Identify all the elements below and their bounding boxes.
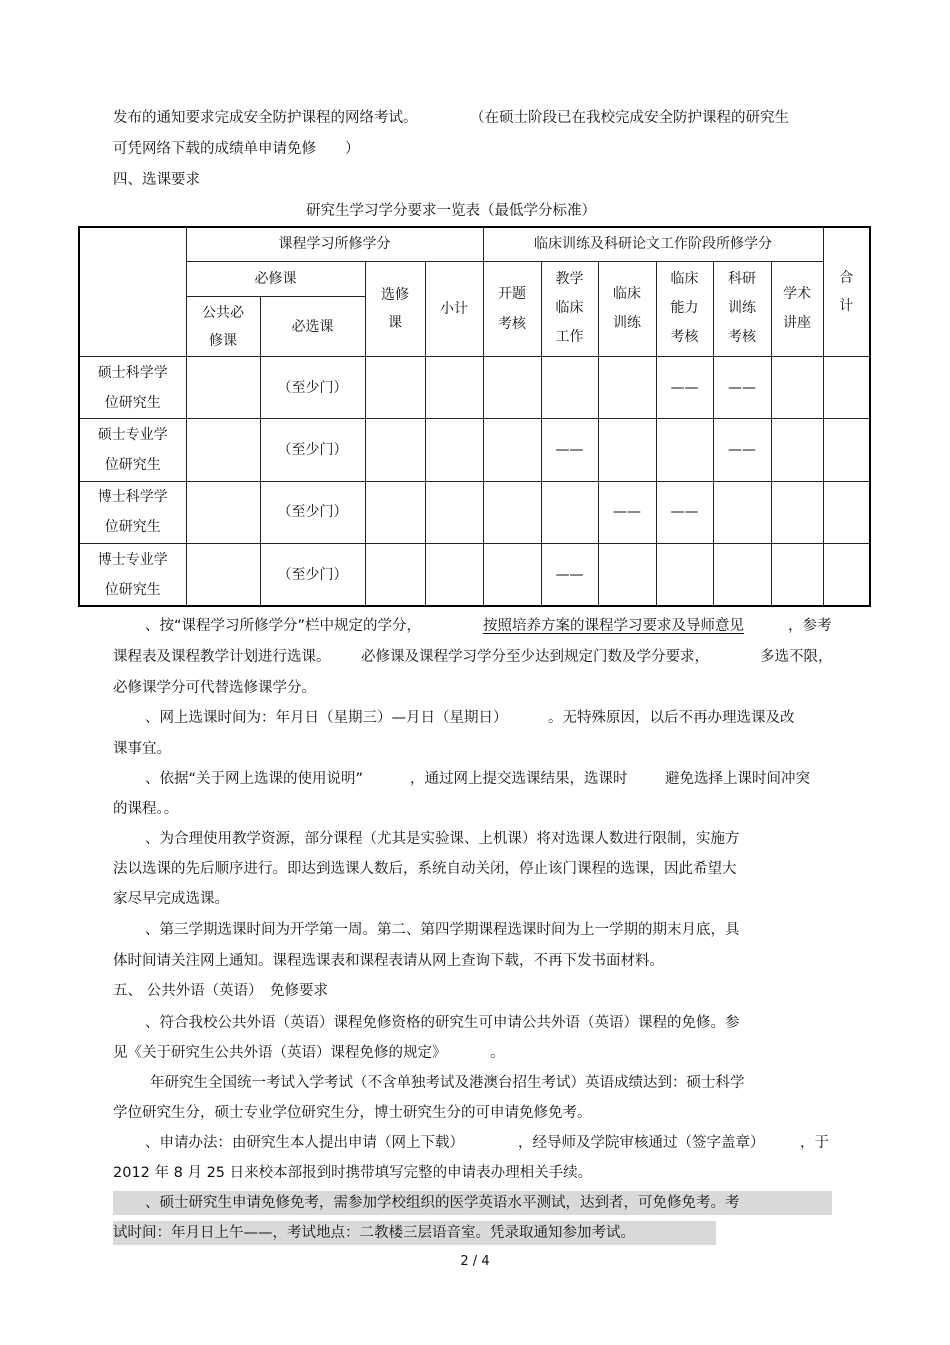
table-row [79, 357, 870, 419]
corner-cell [79, 227, 186, 357]
table-row [79, 481, 870, 543]
header-clinical-training: 临床训练 [598, 261, 656, 356]
rule3-line1c: 避免选择上课时间冲突 [665, 771, 810, 787]
rule4-line3: 家尽早完成选课。 [113, 891, 229, 907]
rule1-line1b: 按照培养方案的课程学习要求及导师意见 [483, 618, 744, 634]
header-public-required: 公共必修课 [186, 296, 260, 356]
rule2-line2: 课事宜。 [113, 741, 171, 757]
section4-heading: 四、选课要求 [113, 172, 200, 188]
cell-teaching: —— [541, 419, 598, 481]
row-selreq: （至少门） [260, 419, 365, 481]
cell-lecture [771, 419, 823, 481]
header-elective: 选修课 [365, 261, 425, 356]
header-clinical-ability: 临床能力考核 [656, 261, 713, 356]
cell-research: —— [713, 419, 771, 481]
cell-teaching: —— [541, 544, 598, 606]
header-clinical-credits: 临床训练及科研论文工作阶段所修学分 [483, 227, 823, 261]
header-required: 必修课 [186, 261, 365, 296]
credit-table [78, 226, 871, 607]
section5-heading-b: 免修要求 [270, 983, 328, 999]
rule5-line2: 体时间请关注网上通知。课程选课表和课程表请从网上查询下载，不再下发书面材料。 [113, 953, 664, 969]
header-proposal: 开题考核 [483, 261, 541, 356]
rule1-line1c: ，参考 [788, 618, 832, 634]
cell-clinical-training [598, 419, 656, 481]
header-lecture: 学术讲座 [771, 261, 823, 356]
table-row [79, 419, 870, 481]
cell-research [713, 544, 771, 606]
intro-line-1a: 发布的通知要求完成安全防护课程的网络考试。 [113, 110, 418, 126]
s5-p3-line2: 2012 年 8 月 25 日来校本部报到时携带填写完整的申请表办理相关手续。 [113, 1165, 593, 1181]
rule1-line2a: 课程表及课程教学计划进行选课。 [113, 649, 331, 665]
s5-p4-line2: 试时间：年月日上午——，考试地点：二教楼三层语音室。凭录取通知参加考试。 [113, 1225, 635, 1241]
cell-teaching [541, 357, 598, 419]
cell-clinical-ability: —— [656, 357, 713, 419]
rule2-line1a: 、网上选课时间为：年月日（星期三）—月日（星期日） [145, 710, 508, 726]
cell-clinical-training [598, 357, 656, 419]
s5-p2-line2: 学位研究生分，硕士专业学位研究生分，博士研究生分的可申请免修免考。 [113, 1105, 592, 1121]
cell-clinical-ability [656, 544, 713, 606]
cell-clinical-training: —— [598, 481, 656, 543]
rule4-line2: 法以选课的先后顺序进行。即达到选课人数后，系统自动关闭，停止该门课程的选课，因此希望大 [113, 861, 737, 877]
rule3-line2: 的课程。。 [113, 801, 179, 817]
rule3-line1b: ，通过网上提交选课结果，选课时 [410, 771, 628, 787]
header-teaching: 教学临床工作 [541, 261, 598, 356]
header-course-credits: 课程学习所修学分 [186, 227, 483, 261]
header-research: 科研训练考核 [713, 261, 771, 356]
row-selreq: （至少门） [260, 357, 365, 419]
cell-teaching [541, 481, 598, 543]
table-title: 研究生学习学分要求一览表（最低学分标准） [306, 203, 596, 219]
table-row [79, 544, 870, 606]
rule3-line1a: 、依据“关于网上选课的使用说明” [145, 771, 364, 787]
s5-p4-line1: 、硕士研究生申请免修免考，需参加学校组织的医学英语水平测试，达到者，可免修免考。考 [145, 1195, 740, 1211]
row-label: 硕士专业学位研究生 [79, 419, 186, 481]
row-selreq: （至少门） [260, 481, 365, 543]
cell-clinical-ability [656, 419, 713, 481]
header-subtotal: 小计 [425, 261, 483, 356]
s5-p3-line1c: ，于 [800, 1135, 829, 1151]
s5-p1-line2b: 。 [490, 1045, 505, 1061]
s5-p1-line2a: 见《关于研究生公共外语（英语）课程免修的规定》 [113, 1045, 447, 1061]
rule5-line1: 、第三学期选课时间为开学第一周。第二、第四学期课程选课时间为上一学期的期末月底，具 [145, 922, 740, 938]
s5-p1-line1: 、符合我校公共外语（英语）课程免修资格的研究生可申请公共外语（英语）课程的免修。参 [145, 1015, 740, 1031]
intro-line-2: 可凭网络下载的成绩单申请免修 ） [113, 141, 360, 157]
cell-lecture [771, 544, 823, 606]
row-label: 博士科学学位研究生 [79, 481, 186, 543]
cell-research: —— [713, 357, 771, 419]
section5-heading-a: 五、 公共外语（英语） [113, 983, 263, 999]
page-number: 2 / 4 [460, 1254, 490, 1269]
row-label: 博士专业学位研究生 [79, 544, 186, 606]
cell-research [713, 481, 771, 543]
rule1-line2c: 多选不限， [760, 649, 833, 665]
rule1-line3: 必修课学分可代替选修课学分。 [113, 680, 316, 696]
cell-lecture [771, 357, 823, 419]
row-selreq: （至少门） [260, 544, 365, 606]
cell-clinical-training [598, 544, 656, 606]
s5-p2-line1: 年研究生全国统一考试入学考试（不含单独考试及港澳台招生考试）英语成绩达到：硕士科学 [150, 1075, 745, 1091]
intro-line-1b: （在硕士阶段已在我校完成安全防护课程的研究生 [470, 110, 789, 126]
row-label: 硕士科学学位研究生 [79, 357, 186, 419]
rule1-line2b: 必修课及课程学习学分至少达到规定门数及学分要求， [361, 649, 709, 665]
cell-clinical-ability: —— [656, 481, 713, 543]
s5-p3-line1b: ，经导师及学院审核通过（签字盖章） [518, 1135, 765, 1151]
rule1-line1a: 、按“课程学习所修学分”栏中规定的学分， [145, 618, 422, 634]
header-total: 合计 [823, 227, 870, 357]
s5-p3-line1a: 、申请办法：由研究生本人提出申请（网上下载） [145, 1135, 464, 1151]
cell-lecture [771, 481, 823, 543]
rule2-line1b: 。无特殊原因，以后不再办理选课及改 [548, 710, 795, 726]
header-selected-required: 必选课 [260, 296, 365, 356]
rule4-line1: 、为合理使用教学资源，部分课程（尤其是实验课、上机课）将对选课人数进行限制，实施方 [145, 831, 740, 847]
